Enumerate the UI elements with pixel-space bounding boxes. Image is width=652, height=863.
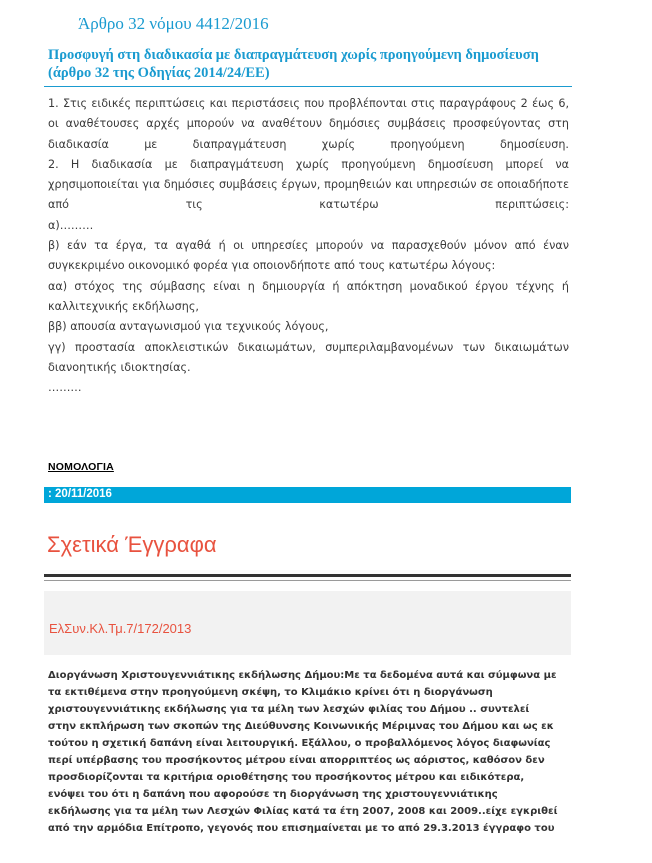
related-documents-title: Σχετικά Έγγραφα bbox=[47, 532, 217, 557]
paragraph-1: 1. Στις ειδικές περιπτώσεις και περιστάσεις που προβλέπονται στις παραγράφους 2 έως 6, οι αναθέτουσες αρχές μπορούν να αναθέτουν δημόσιες συμβάσεις προσφεύγοντας στη διαδικασία με διαπραγμάτευση χωρίς προηγούμενη δημοσίευση. bbox=[48, 97, 569, 151]
excerpt-line: προσδιορίζονται τα κριτήρια οριοθέτησης του προσήκοντος μέτρου και ειδικότερα, bbox=[48, 772, 525, 783]
document-excerpt bbox=[48, 667, 570, 837]
case-law-date: : 20/11/2016 bbox=[48, 488, 112, 500]
paragraph-8: ……… bbox=[48, 381, 82, 395]
article-body bbox=[48, 94, 569, 398]
excerpt-line: ενόψει του ότι η δαπάνη που αφορούσε τη διοργάνωση της χριστουγεννιάτικης bbox=[48, 789, 498, 800]
heading-divider bbox=[44, 86, 572, 87]
excerpt-line: Διοργάνωση Χριστουγεννιάτικης εκδήλωσης Δήμου:Με τα δεδομένα αυτά και σύμφωνα με bbox=[48, 670, 557, 681]
excerpt-line: στην εκπλήρωση των σκοπών της Διεύθυνσης Κοινωνικής Μέριμνας του Δήμου και ως εκ bbox=[48, 721, 554, 732]
excerpt-line: τα εκτιθέμενα στην προηγούμενη σκέψη, το Κλιμάκιο κρίνει ότι η διοργάνωση bbox=[48, 687, 493, 698]
excerpt-line: τούτου η σχετική δαπάνη είναι λειτουργική. Εξάλλου, ο προβαλλόμενος λόγος διαφωνίας bbox=[48, 738, 551, 749]
paragraph-3: α)……… bbox=[48, 218, 94, 232]
paragraph-5: αα) στόχος της σύμβασης είναι η δημιουργία ή απόκτηση μοναδικού έργου τέχνης ή καλλιτεχνικής εκδήλωσης, bbox=[48, 279, 569, 313]
paragraph-2: 2. Η διαδικασία με διαπραγμάτευση χωρίς προηγούμενη δημοσίευση μπορεί να χρησιμοποιείται για δημόσιες συμβάσεις έργων, προμηθειών και υπηρεσιών σε οποιαδήποτε από τις κατωτέρω περιπτώσεις: bbox=[48, 157, 569, 212]
article-title: Άρθρο 32 νόμου 4412/2016 bbox=[78, 14, 269, 33]
excerpt-line: περί υπέρβασης του προσήκοντος μέτρου είναι απορριπτέος ως αόριστος, καθόσον δεν bbox=[48, 755, 545, 766]
excerpt-line: χριστουγεννιάτικης εκδήλωσης για τα μέλη των λεσχών φιλίας του Δήμου .. συντελεί bbox=[48, 704, 530, 715]
related-document-link[interactable]: ΕλΣυν.Κλ.Τμ.7/172/2013 bbox=[49, 621, 192, 636]
article-heading-line: Προσφυγή στη διαδικασία με διαπραγμάτευση χωρίς προηγούμενη δημοσίευση bbox=[48, 47, 539, 63]
case-law-label: ΝΟΜΟΛΟΓΙΑ bbox=[48, 461, 114, 473]
article-heading bbox=[48, 46, 573, 82]
related-document-card bbox=[44, 591, 571, 655]
excerpt-line: εκδήλωσης για τα μέλη των Λεσχών Φιλίας κατά τα έτη 2007, 2008 και 2009..είχε εγκριθεί bbox=[48, 806, 558, 817]
paragraph-4: β) εάν τα έργα, τα αγαθά ή οι υπηρεσίες μπορούν να παρασχεθούν μόνον από έναν συγκεκριμένο οικονομικό φορέα για οποιονδήποτε από τους κατωτέρω λόγους: bbox=[48, 239, 569, 273]
paragraph-7: γγ) προστασία αποκλειστικών δικαιωμάτων, συμπεριλαμβανομένων των δικαιωμάτων διανοητικής ιδιοκτησίας. bbox=[48, 340, 569, 374]
article-heading-line: (άρθρο 32 της Οδηγίας 2014/24/ΕΕ) bbox=[48, 65, 270, 81]
paragraph-6: ββ) απουσία ανταγωνισμού για τεχνικούς λόγους, bbox=[48, 320, 329, 334]
section-divider-thin bbox=[44, 580, 571, 581]
date-bar bbox=[44, 487, 571, 503]
section-divider-thick bbox=[44, 574, 571, 577]
excerpt-line: από την αρμόδια Επίτροπο, γεγονός που επισημαίνεται με το από 29.3.2013 έγγραφο του bbox=[48, 823, 555, 834]
